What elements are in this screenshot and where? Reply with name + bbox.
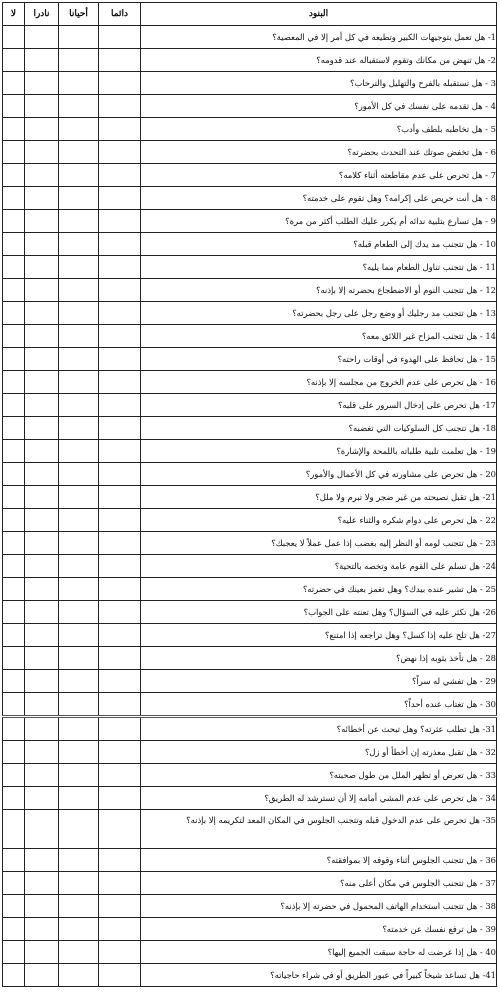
item-text: 20 - هل تحرص على مشاورته في كل الأعمال والأمور؟: [141, 463, 497, 486]
item-text: 11 - هل تتجنب تناول الطعام مما يليه؟: [141, 256, 497, 279]
table-row: [3, 279, 497, 302]
table-row: [3, 895, 497, 918]
table-row: [3, 624, 497, 647]
table-row: [3, 509, 497, 532]
table-row: [3, 394, 497, 417]
answer-cell-rarely[interactable]: [25, 187, 59, 210]
table-row: [3, 256, 497, 279]
answer-cell-always[interactable]: [99, 486, 141, 509]
answer-cell-sometimes[interactable]: [59, 187, 99, 210]
answer-cell-sometimes[interactable]: [59, 872, 99, 895]
answer-cell-sometimes[interactable]: [59, 486, 99, 509]
item-text: 28 - هل تأخذ بثوبه إذا نهض؟: [141, 647, 497, 670]
answer-cell-rarely[interactable]: [25, 348, 59, 371]
answer-cell-always[interactable]: [99, 440, 141, 463]
answer-cell-always[interactable]: [99, 764, 141, 787]
answer-cell-sometimes[interactable]: [59, 810, 99, 849]
answer-cell-always[interactable]: [99, 670, 141, 693]
answer-cell-rarely[interactable]: [25, 26, 59, 49]
item-text: 33 - هل تعرض أو تظهر الملل من طول صحبته؟: [141, 764, 497, 787]
answer-cell-always[interactable]: [99, 509, 141, 532]
table-row: [3, 325, 497, 348]
answer-cell-sometimes[interactable]: [59, 302, 99, 325]
answer-cell-always[interactable]: [99, 849, 141, 872]
item-text: 38 - هل تتجنب استخدام الهاتف المحمول في حضرته إلا بإذنه؟: [141, 895, 497, 918]
item-text: 35- هل تحرص على عدم الدخول قبله وتتجنب الجلوس في المكان المعد لتكريمه إلا بإذنه؟: [141, 810, 497, 849]
answer-cell-always[interactable]: [99, 210, 141, 233]
item-text: 21- هل تقبل نصيحته من غير ضجر ولا تبرم ولا ملل؟: [141, 486, 497, 509]
answer-cell-rarely[interactable]: [25, 371, 59, 394]
table-row: [3, 210, 497, 233]
answer-cell-never[interactable]: [3, 670, 25, 693]
answer-cell-never[interactable]: [3, 764, 25, 787]
answer-cell-never[interactable]: [3, 964, 25, 987]
answer-cell-rarely[interactable]: [25, 394, 59, 417]
table-row: [3, 440, 497, 463]
answer-cell-never[interactable]: [3, 555, 25, 578]
answer-cell-sometimes[interactable]: [59, 787, 99, 810]
item-text: 1- هل تعمل بتوجيهات الكبير وتطيعه في كل أمر إلا في المعصية؟: [141, 26, 497, 49]
answer-cell-sometimes[interactable]: [59, 440, 99, 463]
item-text: 5 - هل تخاطبه بلطف وأدب؟: [141, 118, 497, 141]
answer-cell-rarely[interactable]: [25, 279, 59, 302]
table-row: [3, 95, 497, 118]
table-row: [3, 463, 497, 486]
answer-cell-rarely[interactable]: [25, 601, 59, 624]
answer-cell-always[interactable]: [99, 895, 141, 918]
answer-cell-never[interactable]: [3, 210, 25, 233]
table-row: [3, 647, 497, 670]
item-text: 36 - هل تتجنب الجلوس أثناء وقوفه إلا بموافقته؟: [141, 849, 497, 872]
survey-table: [2, 2, 497, 987]
item-text: 34 - هل تحرص على عدم المشي أمامه إلا أن تسترشد له الطريق؟: [141, 787, 497, 810]
answer-cell-always[interactable]: [99, 964, 141, 987]
answer-cell-always[interactable]: [99, 141, 141, 164]
answer-cell-sometimes[interactable]: [59, 26, 99, 49]
answer-cell-rarely[interactable]: [25, 118, 59, 141]
answer-cell-rarely[interactable]: [25, 670, 59, 693]
answer-cell-rarely[interactable]: [25, 210, 59, 233]
answer-cell-sometimes[interactable]: [59, 463, 99, 486]
answer-cell-rarely[interactable]: [25, 895, 59, 918]
table-row: [3, 486, 497, 509]
item-text: 30 - هل تغتاب عنده أحداً؟: [141, 693, 497, 717]
table-row: [3, 26, 497, 49]
answer-cell-never[interactable]: [3, 49, 25, 72]
answer-cell-never[interactable]: [3, 509, 25, 532]
answer-cell-always[interactable]: [99, 371, 141, 394]
answer-cell-sometimes[interactable]: [59, 141, 99, 164]
answer-cell-sometimes[interactable]: [59, 72, 99, 95]
answer-cell-sometimes[interactable]: [59, 717, 99, 741]
answer-cell-sometimes[interactable]: [59, 555, 99, 578]
answer-cell-sometimes[interactable]: [59, 233, 99, 256]
answer-cell-always[interactable]: [99, 810, 141, 849]
answer-cell-never[interactable]: [3, 141, 25, 164]
item-text: 25 - هل تشير عنده بيدك؟ وهل تغمز بعينك في حضرته؟: [141, 578, 497, 601]
item-text: 23 - هل تتجنب لومه أو النظر إليه بغضب إذا عمل عملاً لا يعجبك؟: [141, 532, 497, 555]
answer-cell-always[interactable]: [99, 941, 141, 964]
item-text: 3 - هل تستقبله بالفرح والتهليل والترحاب؟: [141, 72, 497, 95]
answer-cell-rarely[interactable]: [25, 555, 59, 578]
answer-cell-rarely[interactable]: [25, 849, 59, 872]
answer-cell-rarely[interactable]: [25, 872, 59, 895]
item-text: 17- هل تحرص على إدخال السرور على قلبه؟: [141, 394, 497, 417]
answer-cell-rarely[interactable]: [25, 509, 59, 532]
answer-cell-sometimes[interactable]: [59, 325, 99, 348]
answer-cell-never[interactable]: [3, 95, 25, 118]
answer-cell-never[interactable]: [3, 256, 25, 279]
item-text: 40 - هل إذا عرضت له حاجة سبقت الجميع إليها؟: [141, 941, 497, 964]
answer-cell-never[interactable]: [3, 624, 25, 647]
answer-cell-always[interactable]: [99, 233, 141, 256]
item-text: 27- هل تلح عليه إذا كسل؟ وهل تراجعه إذا امتنع؟: [141, 624, 497, 647]
answer-cell-never[interactable]: [3, 279, 25, 302]
answer-cell-always[interactable]: [99, 532, 141, 555]
answer-cell-sometimes[interactable]: [59, 394, 99, 417]
answer-cell-rarely[interactable]: [25, 647, 59, 670]
answer-cell-always[interactable]: [99, 118, 141, 141]
table-row: [3, 717, 497, 741]
answer-cell-sometimes[interactable]: [59, 601, 99, 624]
item-text: 15 - هل تحافظ على الهدوء في أوقات راحته؟: [141, 348, 497, 371]
table-row: [3, 741, 497, 764]
table-row: [3, 417, 497, 440]
answer-cell-rarely[interactable]: [25, 325, 59, 348]
answer-cell-rarely[interactable]: [25, 918, 59, 941]
item-text: 6 - هل تخفض صوتك عند التحدث بحضرته؟: [141, 141, 497, 164]
answer-cell-sometimes[interactable]: [59, 210, 99, 233]
answer-cell-never[interactable]: [3, 440, 25, 463]
answer-cell-rarely[interactable]: [25, 693, 59, 717]
answer-cell-rarely[interactable]: [25, 233, 59, 256]
answer-cell-sometimes[interactable]: [59, 964, 99, 987]
item-text: 32 - هل تقبل معذرته إن أخطأ أو زل؟: [141, 741, 497, 764]
answer-cell-always[interactable]: [99, 717, 141, 741]
answer-cell-rarely[interactable]: [25, 49, 59, 72]
answer-cell-never[interactable]: [3, 26, 25, 49]
table-row: [3, 72, 497, 95]
table-row: [3, 601, 497, 624]
answer-cell-never[interactable]: [3, 918, 25, 941]
answer-cell-never[interactable]: [3, 895, 25, 918]
answer-cell-always[interactable]: [99, 325, 141, 348]
item-text: 22 - هل تحرص على دوام شكره والثناء عليه؟: [141, 509, 497, 532]
item-text: 16 - هل تحرص على عدم الخروج من مجلسه إلا بإذنه؟: [141, 371, 497, 394]
answer-cell-rarely[interactable]: [25, 256, 59, 279]
answer-cell-always[interactable]: [99, 787, 141, 810]
header-row: [3, 3, 497, 26]
answer-cell-sometimes[interactable]: [59, 279, 99, 302]
answer-cell-always[interactable]: [99, 555, 141, 578]
survey-rows: [3, 26, 497, 987]
answer-cell-sometimes[interactable]: [59, 118, 99, 141]
answer-cell-never[interactable]: [3, 233, 25, 256]
item-text: 13 - هل تتجنب مد رجليك أو وضع رجل على رجل بحضرته؟: [141, 302, 497, 325]
item-text: 2- هل تنهض من مكانك وتقوم لاستقباله عند قدومه؟: [141, 49, 497, 72]
item-text: 26- هل تكثر عليه في السؤال؟ وهل تعنته على الجواب؟: [141, 601, 497, 624]
answer-cell-rarely[interactable]: [25, 302, 59, 325]
answer-cell-never[interactable]: [3, 872, 25, 895]
table-row: [3, 118, 497, 141]
answer-cell-never[interactable]: [3, 849, 25, 872]
answer-cell-always[interactable]: [99, 302, 141, 325]
answer-cell-always[interactable]: [99, 26, 141, 49]
table-row: [3, 787, 497, 810]
answer-cell-never[interactable]: [3, 717, 25, 741]
answer-cell-never[interactable]: [3, 647, 25, 670]
answer-cell-rarely[interactable]: [25, 624, 59, 647]
header-sometimes: أحيانا: [59, 3, 99, 26]
answer-cell-sometimes[interactable]: [59, 624, 99, 647]
table-row: [3, 941, 497, 964]
answer-cell-always[interactable]: [99, 187, 141, 210]
answer-cell-sometimes[interactable]: [59, 371, 99, 394]
answer-cell-always[interactable]: [99, 578, 141, 601]
table-row: [3, 810, 497, 849]
answer-cell-sometimes[interactable]: [59, 941, 99, 964]
answer-cell-rarely[interactable]: [25, 164, 59, 187]
header-always: دائما: [99, 3, 141, 26]
table-row: [3, 141, 497, 164]
answer-cell-rarely[interactable]: [25, 717, 59, 741]
answer-cell-never[interactable]: [3, 601, 25, 624]
answer-cell-always[interactable]: [99, 741, 141, 764]
answer-cell-never[interactable]: [3, 72, 25, 95]
answer-cell-always[interactable]: [99, 693, 141, 717]
table-row: [3, 764, 497, 787]
answer-cell-rarely[interactable]: [25, 764, 59, 787]
header-items: البنود: [141, 3, 497, 26]
answer-cell-always[interactable]: [99, 72, 141, 95]
answer-cell-never[interactable]: [3, 810, 25, 849]
answer-cell-rarely[interactable]: [25, 941, 59, 964]
item-text: 31- هل تطلب عثرته؟ وهل تبحث عن أخطائه؟: [141, 717, 497, 741]
answer-cell-sometimes[interactable]: [59, 49, 99, 72]
answer-cell-always[interactable]: [99, 95, 141, 118]
item-text: 37 - هل تتجنب الجلوس في مكان أعلى منه؟: [141, 872, 497, 895]
item-text: 24- هل تسلم على القوم عامة وتخصه بالتحية؟: [141, 555, 497, 578]
answer-cell-never[interactable]: [3, 325, 25, 348]
answer-cell-always[interactable]: [99, 279, 141, 302]
table-row: [3, 187, 497, 210]
table-row: [3, 302, 497, 325]
answer-cell-always[interactable]: [99, 348, 141, 371]
answer-cell-rarely[interactable]: [25, 463, 59, 486]
answer-cell-never[interactable]: [3, 348, 25, 371]
table-row: [3, 555, 497, 578]
table-row: [3, 578, 497, 601]
table-row: [3, 964, 497, 987]
answer-cell-always[interactable]: [99, 164, 141, 187]
table-row: [3, 371, 497, 394]
answer-cell-rarely[interactable]: [25, 578, 59, 601]
item-text: 4 - هل تقدمه على نفسك في كل الأمور؟: [141, 95, 497, 118]
answer-cell-always[interactable]: [99, 872, 141, 895]
answer-cell-sometimes[interactable]: [59, 509, 99, 532]
answer-cell-rarely[interactable]: [25, 741, 59, 764]
item-text: 8 - هل أنت حريص على إكرامه؟ وهل تقوم على خدمته؟: [141, 187, 497, 210]
table-row: [3, 164, 497, 187]
item-text: 41- هل تساعد شيخاً كبيراً في عبور الطريق أو في شراء حاجياته؟: [141, 964, 497, 987]
answer-cell-rarely[interactable]: [25, 141, 59, 164]
answer-cell-rarely[interactable]: [25, 417, 59, 440]
answer-cell-always[interactable]: [99, 463, 141, 486]
answer-cell-never[interactable]: [3, 741, 25, 764]
answer-cell-never[interactable]: [3, 578, 25, 601]
table-row: [3, 872, 497, 895]
answer-cell-rarely[interactable]: [25, 532, 59, 555]
header-never: لا: [3, 3, 25, 26]
answer-cell-never[interactable]: [3, 164, 25, 187]
answer-cell-rarely[interactable]: [25, 964, 59, 987]
item-text: 18- هل تتجنب كل السلوكيات التي تغضبه؟: [141, 417, 497, 440]
item-text: 12 - هل تتجنب النوم أو الاضطجاع بحضرته إلا بإذنه؟: [141, 279, 497, 302]
answer-cell-sometimes[interactable]: [59, 417, 99, 440]
answer-cell-sometimes[interactable]: [59, 670, 99, 693]
answer-cell-always[interactable]: [99, 624, 141, 647]
table-row: [3, 693, 497, 717]
answer-cell-sometimes[interactable]: [59, 532, 99, 555]
answer-cell-never[interactable]: [3, 693, 25, 717]
table-row: [3, 918, 497, 941]
table-row: [3, 532, 497, 555]
answer-cell-sometimes[interactable]: [59, 741, 99, 764]
table-row: [3, 233, 497, 256]
answer-cell-never[interactable]: [3, 118, 25, 141]
answer-cell-rarely[interactable]: [25, 440, 59, 463]
answer-cell-always[interactable]: [99, 417, 141, 440]
answer-cell-never[interactable]: [3, 371, 25, 394]
answer-cell-always[interactable]: [99, 49, 141, 72]
table-row: [3, 670, 497, 693]
answer-cell-rarely[interactable]: [25, 787, 59, 810]
answer-cell-never[interactable]: [3, 463, 25, 486]
answer-cell-sometimes[interactable]: [59, 918, 99, 941]
answer-cell-sometimes[interactable]: [59, 895, 99, 918]
answer-cell-always[interactable]: [99, 647, 141, 670]
answer-cell-never[interactable]: [3, 394, 25, 417]
answer-cell-never[interactable]: [3, 187, 25, 210]
header-rarely: نادرا: [25, 3, 59, 26]
answer-cell-sometimes[interactable]: [59, 95, 99, 118]
answer-cell-sometimes[interactable]: [59, 348, 99, 371]
item-text: 19 - هل تعلمت تلبية طلباته باللمحة والإشارة؟: [141, 440, 497, 463]
answer-cell-always[interactable]: [99, 601, 141, 624]
answer-cell-sometimes[interactable]: [59, 693, 99, 717]
item-text: 10 - هل تتجنب مد يدك إلى الطعام قبله؟: [141, 233, 497, 256]
table-row: [3, 348, 497, 371]
item-text: 9 - هل تسارع بتلبية ندائه أم يكرر عليك الطلب أكثر من مرة؟: [141, 210, 497, 233]
answer-cell-always[interactable]: [99, 256, 141, 279]
answer-cell-never[interactable]: [3, 302, 25, 325]
answer-cell-sometimes[interactable]: [59, 849, 99, 872]
answer-cell-never[interactable]: [3, 941, 25, 964]
answer-cell-sometimes[interactable]: [59, 256, 99, 279]
answer-cell-sometimes[interactable]: [59, 164, 99, 187]
answer-cell-rarely[interactable]: [25, 72, 59, 95]
item-text: 29 - هل تفشي له سراً؟: [141, 670, 497, 693]
table-row: [3, 49, 497, 72]
item-text: 14 - هل تتجنب المزاح غير اللائق معه؟: [141, 325, 497, 348]
answer-cell-rarely[interactable]: [25, 486, 59, 509]
item-text: 39 - هل ترفع نفسك عن خدمته؟: [141, 918, 497, 941]
table-row: [3, 849, 497, 872]
answer-cell-never[interactable]: [3, 417, 25, 440]
answer-cell-never[interactable]: [3, 787, 25, 810]
answer-cell-rarely[interactable]: [25, 810, 59, 849]
answer-cell-always[interactable]: [99, 918, 141, 941]
answer-cell-sometimes[interactable]: [59, 647, 99, 670]
answer-cell-sometimes[interactable]: [59, 764, 99, 787]
answer-cell-rarely[interactable]: [25, 95, 59, 118]
answer-cell-always[interactable]: [99, 394, 141, 417]
answer-cell-never[interactable]: [3, 532, 25, 555]
item-text: 7 - هل تحرص على عدم مقاطعته أثناء كلامه؟: [141, 164, 497, 187]
answer-cell-sometimes[interactable]: [59, 578, 99, 601]
answer-cell-never[interactable]: [3, 486, 25, 509]
